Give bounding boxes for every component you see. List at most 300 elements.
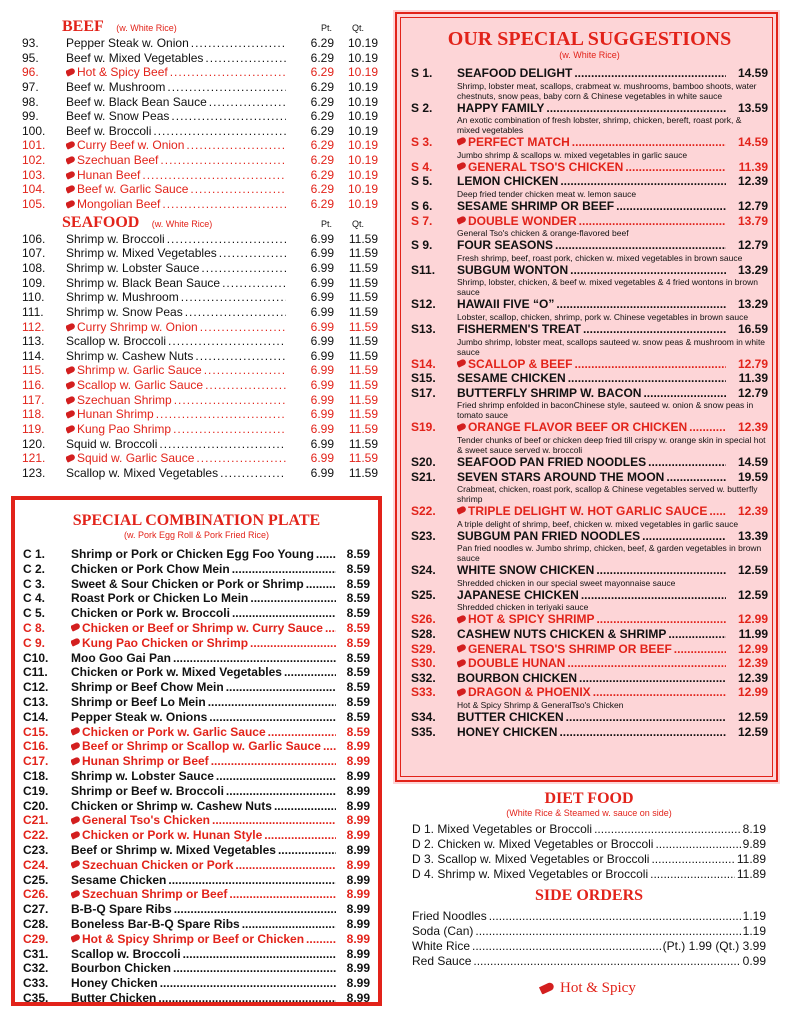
item-price: 13.79 [737,213,768,228]
item-description: Deep fried tender chicken meat w. lemon sauce [457,188,637,199]
item-number: C31. [23,946,49,961]
combo-item-row [23,799,370,814]
item-number: C18. [23,768,49,783]
chili-pepper-icon [457,161,467,170]
special-item-line [411,420,768,435]
dot-leader [650,867,735,882]
item-price: 8.19 [742,822,766,836]
item-name: Hunan Shrimp or Beef [82,754,209,769]
item-name-wrap [66,349,288,364]
item-price: 12.39 [737,420,768,435]
item-price: 8.99 [346,768,370,783]
chili-pepper-icon [71,756,81,765]
item-name: FISHERMEN'S TREAT [457,321,581,336]
item-name-wrap [66,407,288,422]
item-number: S 7. [411,213,433,228]
dot-leader [160,976,336,991]
item-number: C25. [23,872,49,887]
item-name-wrap [66,232,288,247]
combo-title: SPECIAL COMBINATION PLATE [72,512,321,529]
item-name: GENERAL TSO'S SHRIMP OR BEEF [468,641,672,656]
item-number: C 5. [23,606,46,621]
dot-leader [306,577,336,592]
dot-leader [556,297,726,312]
combo-item-row [23,621,370,636]
dot-leader [579,671,726,686]
item-name: Scallop w. Broccoli [71,946,181,961]
beef-header [22,18,378,36]
dot-leader [559,725,726,740]
dot-leader [250,636,336,651]
item-name: PERFECT MATCH [468,135,570,150]
item-name-wrap [66,153,288,168]
chili-pepper-icon [71,726,81,735]
dot-leader [648,455,726,470]
item-number: 98. [22,94,39,109]
item-number: S17. [411,385,436,400]
special-item-line [411,563,768,578]
quart-price: 10.19 [347,94,378,109]
item-number: C 1. [23,547,46,561]
item-name-wrap [457,214,728,229]
item-name-wrap [66,378,288,393]
item-number: C 8. [23,620,46,635]
item-name-wrap [71,873,338,888]
dot-leader [211,754,336,769]
pint-price: 6.29 [310,123,334,138]
item-name-wrap [457,470,728,485]
dot-leader [475,924,740,939]
pint-price: 6.29 [310,79,334,94]
dot-leader [185,305,286,320]
item-price: 8.59 [346,606,370,621]
chili-pepper-icon [66,424,76,433]
item-name-wrap [71,695,338,710]
item-number: 99. [22,109,39,124]
special-item-line [411,101,768,116]
beef-qt-header: Qt. [351,23,364,33]
item-number: S35. [411,724,436,739]
seafood-item-row [22,451,378,466]
combo-item-row [23,754,370,769]
item-name: Shrimp w. Mixed Vegetables [66,246,217,261]
special-item [411,671,768,686]
item-price: 8.59 [346,620,370,635]
quart-price: 10.19 [347,153,378,168]
item-name-wrap [71,754,338,769]
item-name: White Rice [412,939,471,953]
item-number: 111. [22,304,44,319]
item-number: C 3. [23,576,46,591]
item-name: Shrimp w. Lobster Sauce [71,768,214,783]
item-name: Kung Pao Chicken or Shrimp [82,635,249,650]
item-number: S29. [411,641,436,656]
item-name: Scallop w. Garlic Sauce [77,378,204,393]
dot-leader [325,621,336,636]
seafood-title: SEAFOOD [62,213,140,231]
item-name-wrap [66,451,288,466]
dot-leader [596,563,726,578]
item-name-wrap [71,577,338,592]
item-name-wrap [457,322,728,337]
seafood-item-row [22,334,378,349]
item-name: DOUBLE WONDER [468,213,577,228]
dot-leader [642,529,726,544]
dot-leader [190,182,286,197]
item-name: Shrimp or Beef Lo Mein [71,694,206,709]
special-item [411,135,768,160]
item-name-wrap [457,357,728,372]
item-number: S 5. [411,174,433,189]
item-description: Fresh shrimp, beef, roast pork, chicken w. mixed vegetables in brown sauce [457,252,743,263]
dot-leader [268,725,336,740]
item-name-wrap [71,651,338,666]
item-price: 11.89 [736,867,766,881]
special-item [411,627,768,642]
item-price: 13.39 [737,528,768,543]
quart-price: 10.19 [347,79,378,94]
item-name-wrap [71,887,338,902]
item-price: 8.59 [346,665,370,680]
item-name: HOT & SPICY SHRIMP [468,612,595,627]
item-number: S14. [411,356,436,371]
item-name: Hot & Spicy Shrimp or Beef or Chicken [82,931,305,946]
item-price: 8.99 [346,902,370,917]
item-name-wrap [457,725,728,740]
special-item [411,710,768,725]
item-name: Beef w. Broccoli [66,123,152,138]
chili-pepper-icon [457,506,467,515]
item-name-wrap [71,902,338,917]
beef-list [22,36,378,212]
item-name: Beef or Shrimp w. Mixed Vegetables [71,842,276,857]
item-number: S23. [411,528,436,543]
quart-price: 11.59 [348,260,378,275]
item-name: Pepper Steak w. Onions [71,709,208,724]
combo-subtitle: (w. Pork Egg Roll & Pork Fried Rice) [123,530,270,540]
special-item [411,214,768,239]
item-number: 119. [22,422,45,437]
dot-leader [195,349,286,364]
special-item-line [411,685,768,700]
dot-leader [229,887,336,902]
item-name-wrap [71,562,338,577]
item-price: 8.99 [346,990,370,1005]
item-price: 9.89 [742,837,766,851]
seafood-item-row [22,261,378,276]
combo-item-row [23,976,370,991]
item-number: S15. [411,371,436,386]
item-name: SEAFOOD DELIGHT [457,66,573,80]
item-name: General Tso's Chicken [82,813,211,828]
chili-pepper-icon [457,614,467,623]
dot-leader [173,961,336,976]
dot-leader [666,470,726,485]
combo-item-row [23,961,370,976]
combo-item-row [23,843,370,858]
item-name: Boneless Bar-B-Q Spare Ribs [71,916,240,931]
pint-price: 6.99 [310,451,334,466]
seafood-item-row [22,349,378,364]
item-name: Shrimp w. Garlic Sauce [77,363,202,378]
dot-leader [284,665,336,680]
item-number: S11. [411,262,436,277]
chili-pepper-icon [66,68,76,77]
chili-pepper-icon [457,422,467,431]
item-price: 13.29 [737,262,768,277]
dot-leader [167,80,286,95]
item-number: 100. [22,123,46,138]
item-price: 8.99 [346,872,370,887]
item-number: C 2. [23,561,46,576]
dot-leader [668,627,726,642]
item-name: Sesame Chicken [71,872,167,887]
dot-leader [174,393,286,408]
item-name: Chicken or Pork Chow Mein [71,561,230,576]
special-item-line [411,160,768,175]
item-number: 105. [22,197,46,212]
pint-price: 6.99 [310,231,334,246]
item-name: D 3. Scallop w. Mixed Vegetables or Broccoli [412,852,650,866]
item-name-wrap [71,710,338,725]
combo-item-row [23,858,370,873]
pint-price: 6.99 [310,290,334,305]
item-name: Shrimp or Beef Chow Mein [71,680,224,695]
special-title: OUR SPECIAL SUGGESTIONS [447,28,732,50]
quart-price: 10.19 [347,197,378,212]
side-title: SIDE ORDERS [534,887,644,904]
pint-price: 6.29 [310,36,334,50]
item-name: Szechuan Chicken or Pork [82,857,234,872]
item-name: FOUR SEASONS [457,238,554,253]
special-item-line [411,725,768,740]
dot-leader [242,917,336,932]
combo-item-row [23,947,370,962]
item-price: 12.59 [737,563,768,578]
item-name-wrap [457,101,728,116]
item-name: Red Sauce [412,954,472,968]
chili-pepper-icon [71,830,81,839]
item-name: SCALLOP & BEEF [468,356,573,371]
dot-leader [171,109,286,124]
item-number: C27. [23,902,49,917]
item-name: Beef w. Snow Peas [66,109,170,124]
item-name: Roast Pork or Chicken Lo Mein [71,591,249,606]
chili-pepper-icon [66,199,76,208]
item-name: Shrimp w. Cashew Nuts [66,348,194,363]
item-number: C19. [23,783,49,798]
special-item-line [411,455,768,470]
item-name: Mongolian Beef [77,197,161,212]
item-description: Hot & Spicy Shrimp & GeneralTso's Chicken [457,700,624,711]
item-number: 112. [22,319,45,334]
beef-item-row [22,109,378,124]
item-name: Szechuan Shrimp or Beef [82,887,228,902]
item-name-wrap [66,363,288,378]
item-number: S33. [411,685,436,700]
chili-pepper-icon [66,141,76,150]
item-price: 8.99 [346,961,370,976]
quart-price: 10.19 [347,36,378,50]
item-number: C15. [23,724,49,739]
item-number: S 4. [411,159,433,174]
item-name: WHITE SNOW CHICKEN [457,563,595,578]
item-number: S13. [411,321,436,336]
item-number: C23. [23,842,49,857]
item-description: General Tso's chicken & orange-flavored beef [457,228,629,239]
pint-price: 6.99 [310,334,334,349]
quart-price: 11.59 [348,407,378,422]
dot-leader [568,371,726,386]
item-price: 12.59 [737,587,768,602]
item-number: 104. [22,182,46,197]
item-name-wrap [71,784,338,799]
item-description: Tender chunks of beef or chicken deep fried till crispy w. orange skin in special hot & sweet sauce served w. broccoli [457,434,766,455]
item-name-wrap [457,642,728,657]
seafood-item-row [22,378,378,393]
dot-leader [323,739,336,754]
item-price: 8.59 [346,709,370,724]
dot-leader [689,420,726,435]
special-item [411,470,768,505]
item-number: S12. [411,297,436,312]
special-item-line [411,371,768,386]
dot-leader [201,261,286,276]
item-description: Jumbo shrimp, lobster meat, scallops sauteed w. snow peas & mushroom in white sauce [457,336,766,357]
dot-leader [209,95,286,110]
special-item-line [411,214,768,229]
item-number: C32. [23,961,49,976]
pint-price: 6.29 [310,167,334,182]
side-item-row [412,924,766,939]
chili-pepper-icon [66,322,76,331]
item-name: CASHEW NUTS CHICKEN & SHRIMP [457,627,667,642]
item-name-wrap [457,656,728,671]
quart-price: 11.59 [348,275,378,290]
item-name: Beef or Shrimp or Scallop w. Garlic Sauce [82,739,321,754]
item-number: C22. [23,828,49,843]
combo-item-row [23,813,370,828]
item-name: Hunan Beef [77,167,141,182]
pint-price: 6.29 [310,138,334,153]
item-name: SESAME CHICKEN [457,371,566,386]
dot-leader [160,153,286,168]
item-name: Fried Noodles [412,909,487,923]
item-number: 121. [22,451,46,466]
special-item [411,642,768,657]
beef-item-row [22,65,378,80]
item-name: Chicken or Pork w. Garlic Sauce [82,724,266,739]
item-price: 14.59 [737,66,768,80]
item-name-wrap [71,932,338,947]
item-name: Squid w. Garlic Sauce [77,451,195,466]
item-name: DOUBLE HUNAN [468,656,566,671]
seafood-item-row [22,232,378,247]
combo-item-row [23,784,370,799]
seafood-list [22,232,378,481]
item-name-wrap [71,799,338,814]
pint-price: 6.29 [310,197,334,212]
item-price: 8.59 [346,547,370,561]
dot-leader [200,320,286,335]
pint-price: 6.99 [310,465,334,480]
item-name: BUTTERFLY SHRIMP W. BACON [457,385,642,400]
seafood-item-row [22,276,378,291]
item-number: S 9. [411,238,433,253]
seafood-header [22,214,378,232]
side-item-row [412,909,766,924]
item-name-wrap [71,739,338,754]
item-price: (Pt.) 1.99 (Qt.) 3.99 [662,939,766,953]
hot-spicy-legend [540,980,636,997]
combo-item-row [23,591,370,606]
combo-item-row [23,932,370,947]
dot-leader [570,263,726,278]
left-menu-column [22,18,378,481]
combination-plate-box [11,496,382,1006]
item-name-wrap [66,290,288,305]
seafood-item-row [22,466,378,481]
item-name: TRIPLE DELIGHT W. HOT GARLIC SAUCE [468,504,708,519]
item-name-wrap [66,168,288,183]
item-number: S28. [411,627,436,642]
item-name-wrap [66,246,288,261]
item-number: 117. [22,392,45,407]
item-name-wrap [71,976,338,991]
pint-price: 6.99 [310,392,334,407]
item-price: 11.99 [738,627,768,642]
item-price: 0.99 [742,954,766,968]
special-item [411,238,768,263]
quart-price: 11.59 [348,422,378,437]
quart-price: 11.59 [348,465,378,480]
dot-leader [235,858,336,873]
quart-price: 11.59 [348,246,378,261]
quart-price: 10.19 [347,182,378,197]
dot-leader [209,710,336,725]
item-price: 12.39 [737,670,768,685]
item-price: 8.99 [346,783,370,798]
item-name-wrap [66,65,288,80]
dot-leader [174,902,336,917]
item-name: Scallop w. Mixed Vegetables [66,465,219,480]
quart-price: 11.59 [348,304,378,319]
quart-price: 11.59 [348,436,378,451]
item-name: Chicken or Shrimp w. Cashew Nuts [71,798,272,813]
combo-item-row [23,665,370,680]
special-item [411,174,768,199]
item-name: Chicken or Pork w. Broccoli [71,606,230,621]
item-name: Shrimp w. Broccoli [66,231,165,246]
combo-item-row [23,725,370,740]
item-price: 12.59 [737,724,768,739]
item-name-wrap [457,160,728,175]
combo-item-row [23,577,370,592]
item-number: 115. [22,363,45,378]
item-name-wrap [66,51,288,66]
chili-pepper-icon [66,410,76,419]
pint-price: 6.29 [310,50,334,65]
item-number: C21. [23,813,49,828]
item-number: C29. [23,931,49,946]
item-name: Beef w. Mushroom [66,79,166,94]
dot-leader [655,837,740,852]
item-name-wrap [457,199,728,214]
special-list [411,66,768,739]
combo-item-row [23,873,370,888]
combo-item-row [23,547,370,562]
diet-item-row [412,867,766,882]
